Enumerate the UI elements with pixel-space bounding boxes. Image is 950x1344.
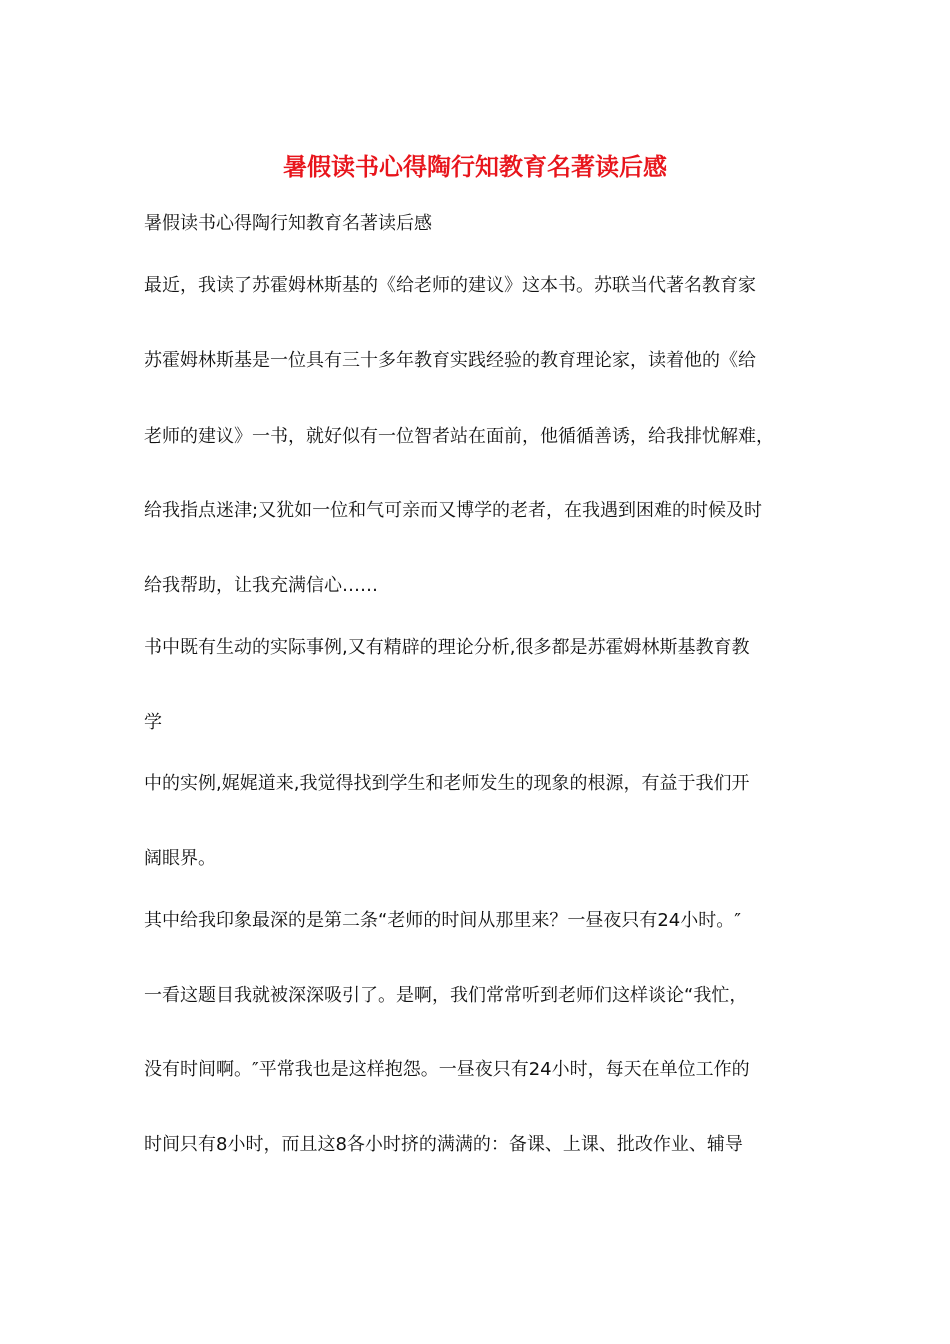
body-line: 给我指点迷津;又犹如一位和气可亲而又博学的老者，在我遇到困难的时候及时 xyxy=(144,500,763,521)
body-line: 苏霍姆林斯基是一位具有三十多年教育实践经验的教育理论家，读着他的《给 xyxy=(144,350,756,371)
body-line: 最近，我读了苏霍姆林斯基的《给老师的建议》这本书。苏联当代著名教育家 xyxy=(144,275,756,296)
body-line: 阔眼界。 xyxy=(144,848,216,869)
body-line: 没有时间啊。″平常我也是这样抱怨。一昼夜只有24小时，每天在单位工作的 xyxy=(144,1059,750,1080)
body-line: 学 xyxy=(144,712,162,733)
body-line: 暑假读书心得陶行知教育名著读后感 xyxy=(144,213,432,234)
body-line: 老师的建议》一书，就好似有一位智者站在面前，他循循善诱，给我排忧解难， xyxy=(144,426,774,447)
body-line: 时间只有8小时，而且这8各小时挤的满满的：备课、上课、批改作业、辅导 xyxy=(144,1134,743,1155)
document-title: 暑假读书心得陶行知教育名著读后感 xyxy=(283,152,667,181)
body-line: 一看这题目我就被深深吸引了。是啊，我们常常听到老师们这样谈论“我忙， xyxy=(144,985,748,1006)
body-line: 中的实例,娓娓道来,我觉得找到学生和老师发生的现象的根源，有益于我们开 xyxy=(144,773,750,794)
body-line: 书中既有生动的实际事例,又有精辟的理论分析,很多都是苏霍姆林斯基教育教 xyxy=(144,637,750,658)
body-line: 其中给我印象最深的是第二条“老师的时间从那里来？一昼夜只有24小时。″ xyxy=(144,910,741,931)
body-line: 给我帮助，让我充满信心…… xyxy=(144,575,378,596)
